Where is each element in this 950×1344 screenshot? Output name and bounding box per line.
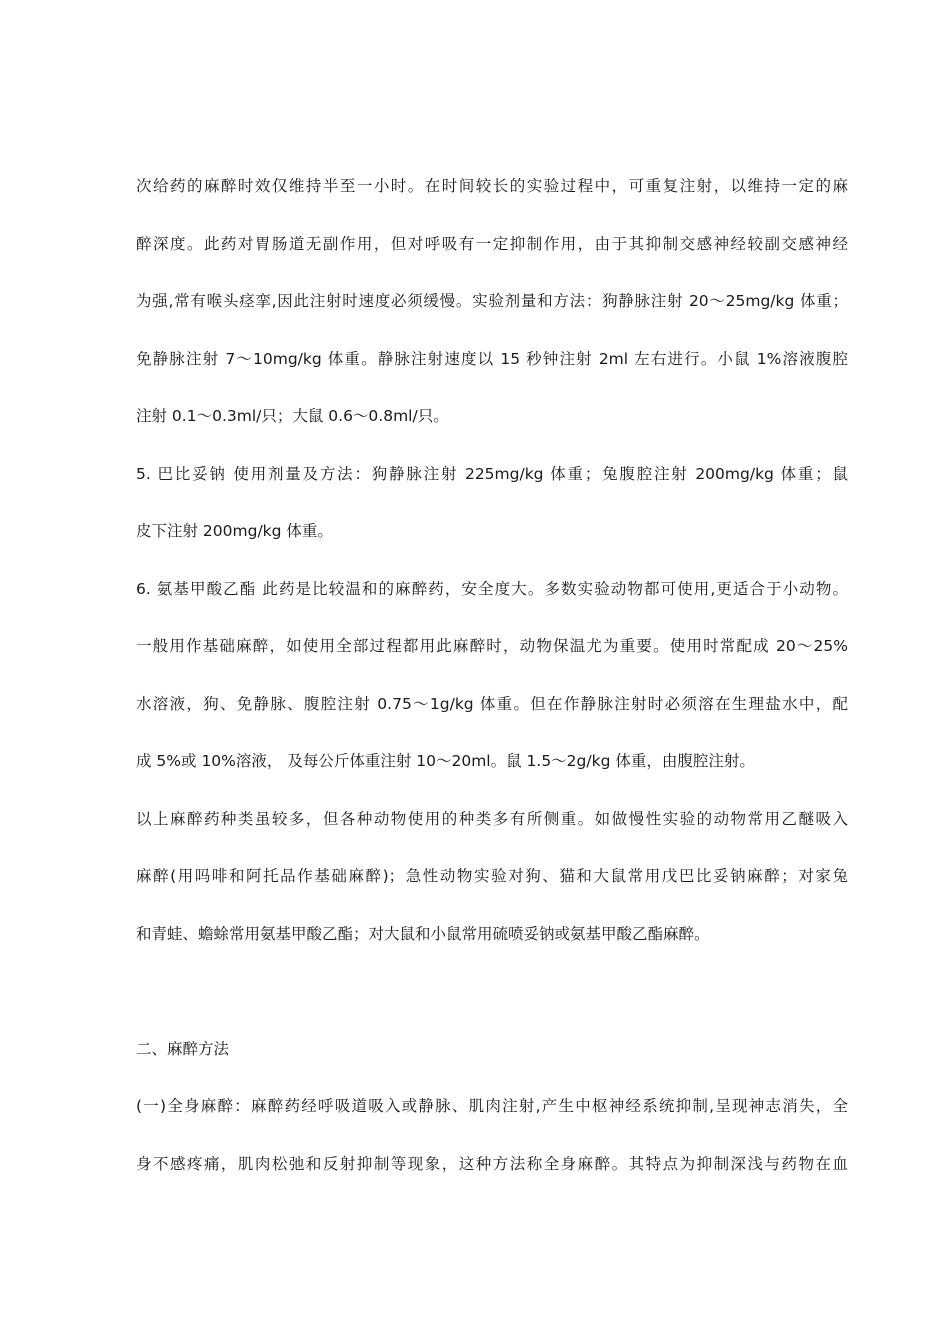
paragraph-line: 水溶液，狗、免静脉、腹腔注射 0.75～1g/kg 体重。但在作静脉注射时必须溶在生理盐水中，配 bbox=[136, 695, 848, 713]
paragraph-line: 一般用作基础麻醉，如使用全部过程都用此麻醉时，动物保温尤为重要。使用时常配成 20～25% bbox=[136, 637, 848, 655]
paragraph-line: 身不感疼痛，肌肉松弛和反射抑制等现象，这种方法称全身麻醉。其特点为抑制深浅与药物在血 bbox=[136, 1155, 848, 1173]
section-heading: 二、麻醉方法 bbox=[136, 1040, 230, 1058]
paragraph-line: 次给药的麻醉时效仅维持半至一小时。在时间较长的实验过程中，可重复注射，以维持一定的麻 bbox=[136, 177, 848, 195]
paragraph-line: 6. 氨基甲酸乙酯 此药是比较温和的麻醉药，安全度大。多数实验动物都可使用,更适合于小动物。 bbox=[136, 580, 848, 598]
paragraph-line: 醉深度。此药对胃肠道无副作用，但对呼吸有一定抑制作用，由于其抑制交感神经较副交感神经 bbox=[136, 235, 848, 253]
paragraph-line: 麻醉(用吗啡和阿托品作基础麻醉)；急性动物实验对狗、猫和大鼠常用戊巴比妥钠麻醉；对家兔 bbox=[136, 867, 848, 885]
paragraph-line: 成 5%或 10%溶液， 及每公斤体重注射 10～20ml。鼠 1.5～2g/kg 体重，由腹腔注射。 bbox=[136, 752, 755, 770]
paragraph-line: (一)全身麻醉：麻醉药经呼吸道吸入或静脉、肌肉注射,产生中枢神经系统抑制,呈现神志消失，全 bbox=[136, 1097, 848, 1115]
paragraph-line: 皮下注射 200mg/kg 体重。 bbox=[136, 522, 333, 540]
paragraph-line: 5. 巴比妥钠 使用剂量及方法：狗静脉注射 225mg/kg 体重；兔腹腔注射 200mg/kg 体重；鼠 bbox=[136, 465, 848, 483]
paragraph-line: 注射 0.1～0.3ml/只；大鼠 0.6～0.8ml/只。 bbox=[136, 407, 449, 425]
paragraph-line: 以上麻醉药种类虽较多，但各种动物使用的种类多有所侧重。如做慢性实验的动物常用乙醚吸入 bbox=[136, 810, 848, 828]
paragraph-line: 和青蛙、蟾蜍常用氨基甲酸乙酯；对大鼠和小鼠常用硫喷妥钠或氨基甲酸乙酯麻醉。 bbox=[136, 925, 710, 943]
paragraph-line: 免静脉注射 7～10mg/kg 体重。静脉注射速度以 15 秒钟注射 2ml 左右进行。小鼠 1%溶液腹腔 bbox=[136, 350, 848, 368]
paragraph-line: 为强,常有喉头痉挛,因此注射时速度必须缓慢。实验剂量和方法：狗静脉注射 20～25mg/kg 体重； bbox=[136, 292, 848, 310]
